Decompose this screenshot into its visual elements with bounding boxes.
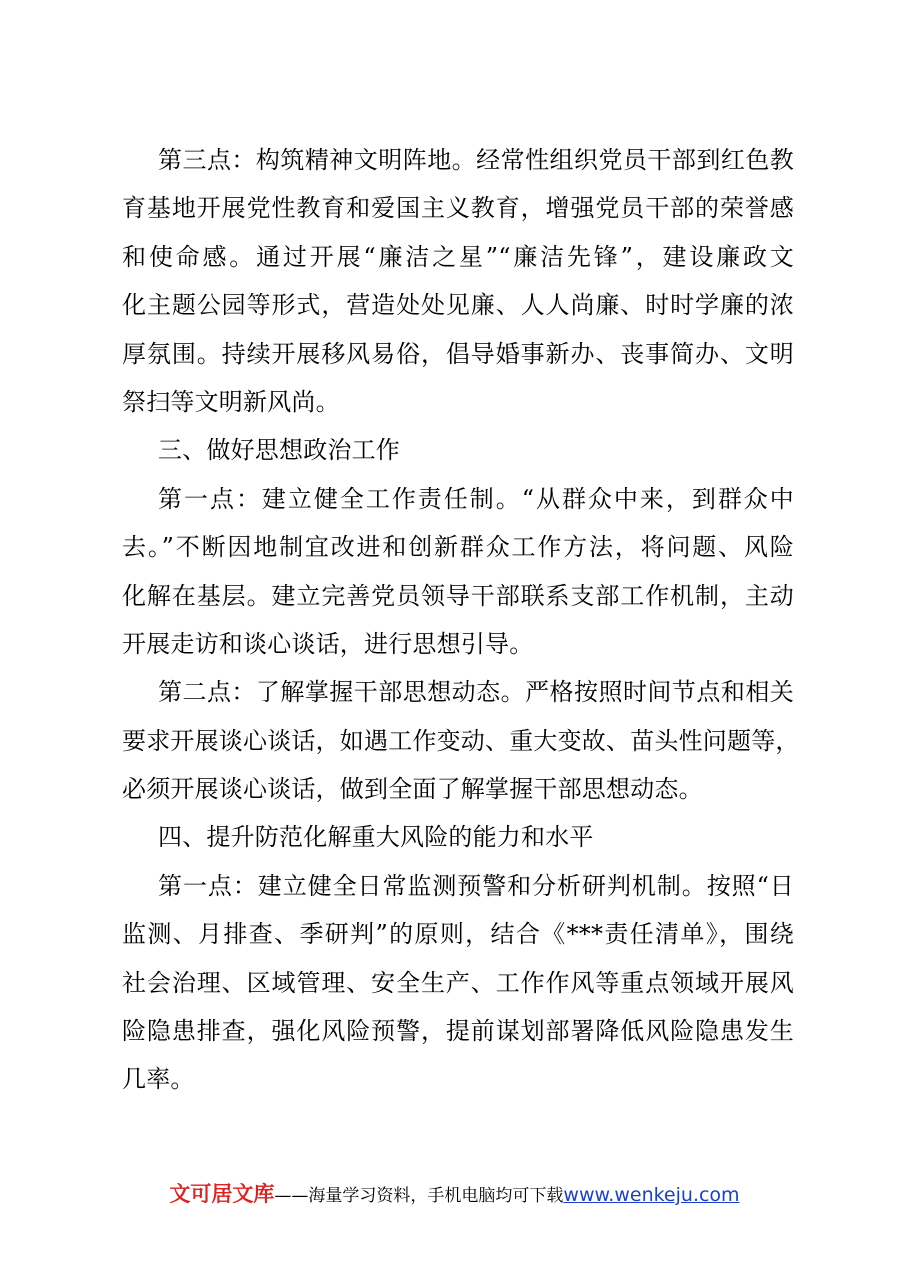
paragraph-line: 育基地开展党性教育和爱国主义教育，增强党员干部的荣誉感 [122, 194, 794, 223]
paragraph-line: 第一点：建立健全日常监测预警和分析研判机制。按照“日 [158, 871, 794, 900]
document-body [122, 136, 800, 1104]
paragraph-line: 化解在基层。建立完善党员领导干部联系支部工作机制，主动 [122, 581, 794, 610]
paragraph-line: 第一点：建立健全工作责任制。“从群众中来，到群众中 [158, 484, 794, 513]
paragraph-line: 几率。 [122, 1065, 195, 1094]
footer-url-link[interactable]: www.wenkeju.com [563, 1184, 740, 1206]
footer-banner [0, 1178, 909, 1208]
paragraph-line: 开展走访和谈心谈话，进行思想引导。 [122, 629, 534, 658]
paragraph-line: 四、提升防范化解重大风险的能力和水平 [158, 823, 594, 852]
paragraph-line: 第二点：了解掌握干部思想动态。严格按照时间节点和相关 [158, 678, 794, 707]
paragraph-line: 厚氛围。持续开展移风易俗，倡导婚事新办、丧事简办、文明 [122, 339, 794, 368]
paragraph-line: 去。”不断因地制宜改进和创新群众工作方法，将问题、风险 [122, 533, 794, 562]
footer-slogan: ——海量学习资料，手机电脑均可下载 [274, 1186, 564, 1206]
paragraph-line: 和使命感。通过开展“廉洁之星”“廉洁先锋”，建设廉政文 [122, 242, 794, 271]
paragraph-line: 祭扫等文明新风尚。 [122, 387, 340, 416]
paragraph-line: 三、做好思想政治工作 [158, 436, 400, 465]
paragraph-line: 化主题公园等形式，营造处处见廉、人人尚廉、时时学廉的浓 [122, 291, 794, 320]
paragraph-line: 第三点：构筑精神文明阵地。经常性组织党员干部到红色教 [158, 146, 794, 174]
paragraph-line: 必须开展谈心谈话，做到全面了解掌握干部思想动态。 [122, 775, 703, 804]
paragraph-line: 社会治理、区域管理、安全生产、工作作风等重点领域开展风 [122, 968, 794, 997]
paragraph-line: 要求开展谈心谈话，如遇工作变动、重大变故、苗头性问题等， [122, 726, 800, 755]
paragraph-line: 险隐患排查，强化风险预警，提前谋划部署降低风险隐患发生 [122, 1017, 794, 1046]
footer-brand: 文可居文库 [169, 1182, 275, 1206]
paragraph-line: 监测、月排查、季研判”的原则，结合《***责任清单》，围绕 [122, 920, 794, 949]
